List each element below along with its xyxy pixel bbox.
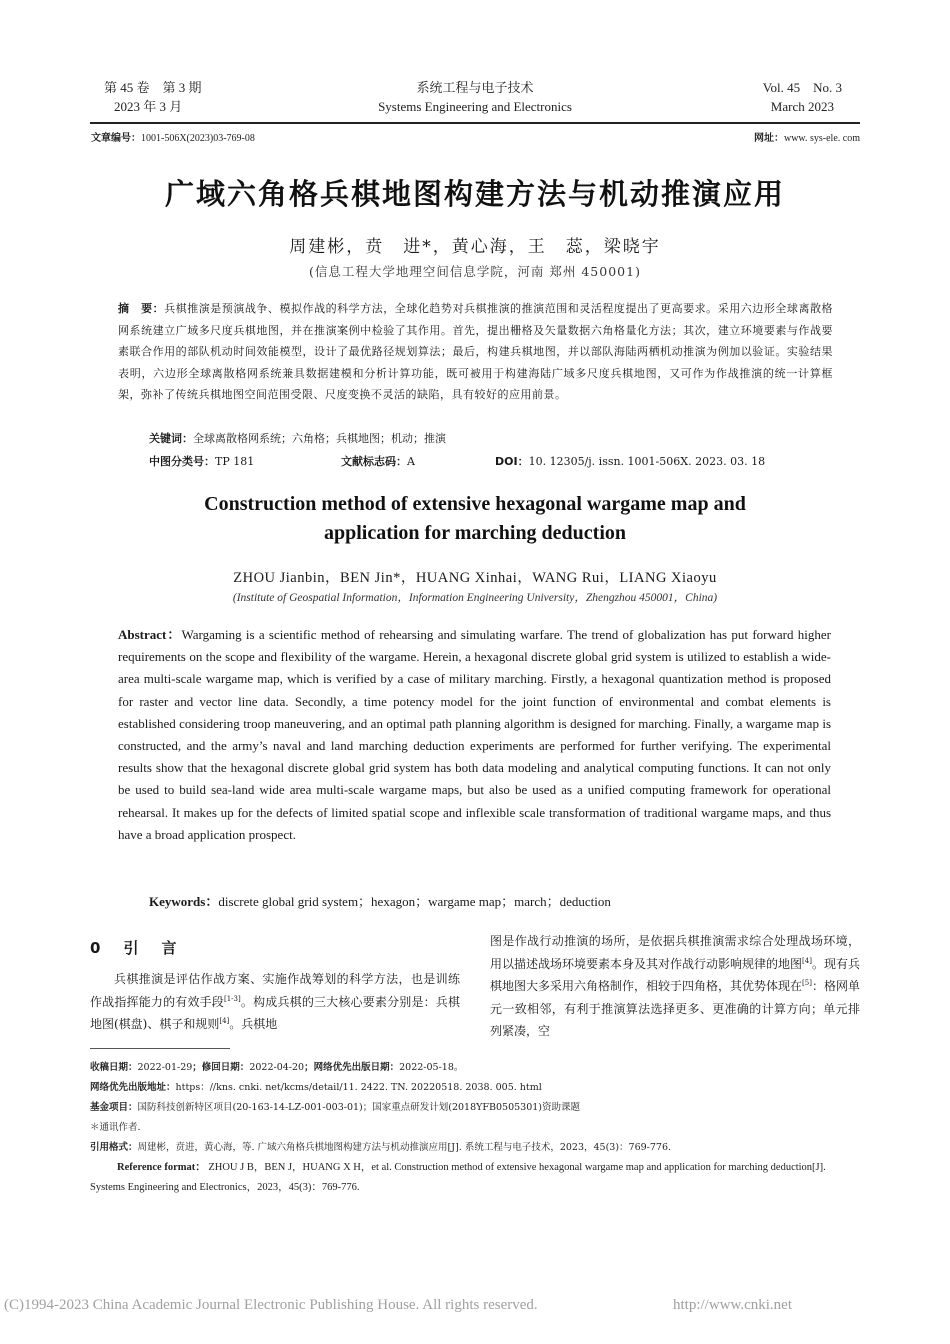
- online-date: 2022-05-18。: [399, 1062, 464, 1073]
- article-number-value: 1001-506X(2023)03-769-08: [141, 133, 255, 144]
- online-url-label: 网络优先出版地址：: [90, 1082, 176, 1093]
- intro-paragraph: [90, 968, 460, 1036]
- cnki-link[interactable]: http://www.cnki.net: [672, 1297, 792, 1313]
- clc-label: 中图分类号：: [149, 455, 215, 468]
- copyright-text: (C)1994-2023 China Academic Journal Electronic Publishing House. All rights reserved.: [4, 1297, 538, 1313]
- intro-paragraph-cont: [490, 930, 860, 1043]
- section-title: 引 言: [123, 939, 181, 957]
- copyright-line: [0, 1297, 950, 1314]
- keywords-cn-text: 全球离散格网系统；六角格；兵棋地图；机动；推演: [193, 432, 446, 445]
- keywords-en-text: discrete global grid system；hexagon；wargame map；march；deduction: [218, 894, 611, 909]
- reference-format-text: ZHOU J B，BEN J，HUANG X H，et al. Construction method of extensive hexagonal wargame map and application for marching deduction[J]. Systems Engineering and Electronics，2023，45(3)：769-776.: [90, 1162, 826, 1193]
- online-url[interactable]: https：//kns. cnki. net/kcms/detail/11. 2422. TN. 20220518. 2038. 005. html: [175, 1082, 542, 1093]
- doc-value: A: [407, 455, 415, 468]
- body-column-left: [90, 968, 460, 1036]
- clc-code: [149, 453, 254, 469]
- header-volume-en: Vol. 45 No. 3: [762, 80, 842, 95]
- clc-value: TP 181: [215, 455, 255, 468]
- section-heading: [90, 937, 180, 958]
- title-en-line-1: Construction method of extensive hexagonal wargame map and: [204, 493, 746, 515]
- citation-5[interactable]: [5]: [802, 979, 812, 987]
- doc-label: 文献标志码：: [341, 455, 407, 468]
- received-label: 收稿日期：: [90, 1062, 138, 1073]
- intro-text-b: 。构成兵棋的三大核心要素分别是：兵棋地图(棋盘)、棋子和规则: [90, 994, 460, 1031]
- header-journal-en: Systems Engineering and Electronics: [378, 99, 572, 114]
- citation-4[interactable]: [4]: [219, 1017, 230, 1025]
- revised-date: 2022-04-20: [249, 1062, 305, 1073]
- doi-value[interactable]: 10. 12305/j. issn. 1001-506X. 2023. 03. 18: [528, 455, 766, 468]
- title-en-line-2: application for marching deduction: [323, 522, 627, 544]
- doi-label: DOI：: [495, 455, 529, 468]
- footnote-cite: [90, 1138, 860, 1158]
- footnote-reference-format: [90, 1158, 860, 1198]
- header-date-cn: 2023 年 3 月: [114, 99, 183, 114]
- journal-website: [754, 129, 860, 144]
- footnote-dates: [90, 1058, 860, 1078]
- doi: [495, 453, 765, 469]
- header-journal-cn: 系统工程与电子技术: [416, 80, 534, 95]
- affiliation-cn: (信息工程大学地理空间信息学院，河南 郑州 450001): [309, 264, 641, 279]
- intro-text-c: 。兵棋地: [229, 1017, 278, 1031]
- affiliation-en: (Institute of Geospatial Information，Information Engineering University，Zhengzhou 450001，China): [232, 592, 718, 604]
- keywords-en-label: Keywords：: [149, 894, 219, 909]
- abstract-en-text: Wargaming is a scientific method of rehearsing and simulating warfare. The trend of globalization has put forward higher requirements on the scope and flexibility of the wargame. Herein, a hexagonal discrete global grid system is utilized to establish a wide-area multi-scale wargame map, which is verified by a case of military marching. Firstly, a hexagonal quantization method is proposed for raster and vector line data. Secondly, a time potency model for the joint function of environmental and combat elements is established considering troop maneuvering, and an optimal path planning algorithm is designed for marching. Finally, a wargame map is constructed, and the army’s naval and land marching deduction experiments are performed for further verifying. The experimental results show that the hexagonal discrete global grid system has both data modeling and analytical computing functions. It can not only be used to build sea-land wide area multi-scale wargame maps, but also be used as a unified computing framework for operational rehearsal. It makes up for the defects of limited spatial scope and inflexible scale transformation of traditional wargame maps, and thus have a broad application prospect.: [118, 627, 831, 842]
- title-cn: 广域六角格兵棋地图构建方法与机动推演应用: [164, 177, 785, 211]
- website-link[interactable]: www. sys-ele. com: [783, 133, 860, 144]
- authors-cn: 周建彬，贲 进*，黄心海，王 蕊，梁晓宇: [289, 237, 661, 257]
- article-number-label: 文章编号：: [91, 133, 141, 144]
- fund-text: 国防科技创新特区项目(20-163-14-LZ-001-003-01)；国家重点研发计划(2018YFB0505301)资助课题: [137, 1102, 581, 1113]
- abstract-cn-text: 兵棋推演是预演战争、模拟作战的科学方法，全球化趋势对兵棋推演的推演范围和灵活程度提出了更高要求。采用六边形全球离散格网系统建立广域多尺度兵棋地图，并在推演案例中检验了其作用。首先，提出栅格及矢量数据六角格量化方法；其次，建立环境要素与作战要素联合作用的部队机动时间效能模型，设计了最优路径规划算法；最后，构建兵棋地图，并以部队海陆两栖机动推演为例加以验证。实验结果表明，六边形全球离散格网系统兼具数据建模和分析计算功能，既可被用于构建海陆广域多尺度兵棋地图，又可作为作战推演的统一计算框架，弥补了传统兵棋地图空间范围受限、尺度变换不灵活的缺陷，具有较好的应用前景。: [118, 302, 834, 401]
- reference-format-label: Reference format：: [117, 1162, 206, 1173]
- footnote-url: [90, 1078, 860, 1098]
- authors-en: ZHOU Jianbin，BEN Jin*，HUANG Xinhai，WANG Rui，LIANG Xiaoyu: [233, 570, 717, 586]
- header-issue-en: [763, 78, 842, 116]
- header-date-en: March 2023: [770, 99, 834, 114]
- abstract-en: [118, 624, 831, 846]
- footnote-fund: [90, 1098, 860, 1118]
- header-volume: 第 45 卷 第 3 期: [104, 80, 202, 95]
- intro-cont-text-c: ：格网单元一致相邻，有利于推演算法选择更多、更准确的计算方向；单元排列紧凑，空: [490, 979, 860, 1038]
- abstract-cn: [118, 298, 833, 406]
- article-number: [91, 129, 255, 144]
- intro-cont-text-a: 图是作战行动推演的场所，是依据兵棋推演需求综合处理战场环境，用以描述战场环境要素本身及其对作战行动影响规律的地图: [490, 934, 860, 971]
- intro-text-a: 兵棋推演是评估作战方案、实施作战筹划的科学方法，也是训练作战指挥能力的有效手段: [90, 972, 460, 1009]
- intro-cont-text-b: 。现有兵棋地图大多采用六角格制作，相较于四角格，其优势体现在: [490, 956, 860, 993]
- section-number: 0: [90, 939, 105, 957]
- website-label: 网址：: [753, 133, 784, 144]
- keywords-en: [149, 891, 611, 910]
- fund-label: 基金项目：: [90, 1102, 138, 1113]
- title-en: [0, 490, 950, 548]
- document-code: [341, 453, 415, 469]
- body-column-right: [490, 930, 860, 1043]
- cite-text: 周建彬，贲进，黄心海，等. 广域六角格兵棋地图构建方法与机动推演应用[J]. 系统工程与电子技术，2023，45(3)：769-776.: [137, 1142, 672, 1153]
- header-rule: [90, 122, 860, 124]
- cite-label: 引用格式：: [90, 1142, 138, 1153]
- footnote-rule: [90, 1048, 230, 1049]
- received-date: 2022-01-29: [137, 1062, 193, 1073]
- keywords-cn-label: 关键词：: [149, 432, 193, 445]
- keywords-cn: [149, 430, 446, 446]
- citation-1-3[interactable]: [1-3]: [224, 994, 241, 1003]
- footnote-corresponding: ＊通讯作者.: [90, 1122, 141, 1133]
- abstract-en-label: Abstract：: [118, 627, 182, 642]
- abstract-cn-label: 摘 要：: [118, 302, 165, 315]
- citation-4b[interactable]: [4]: [802, 956, 812, 965]
- revised-label: ；修回日期：: [192, 1062, 250, 1073]
- online-label: ；网络优先出版日期：: [304, 1062, 400, 1073]
